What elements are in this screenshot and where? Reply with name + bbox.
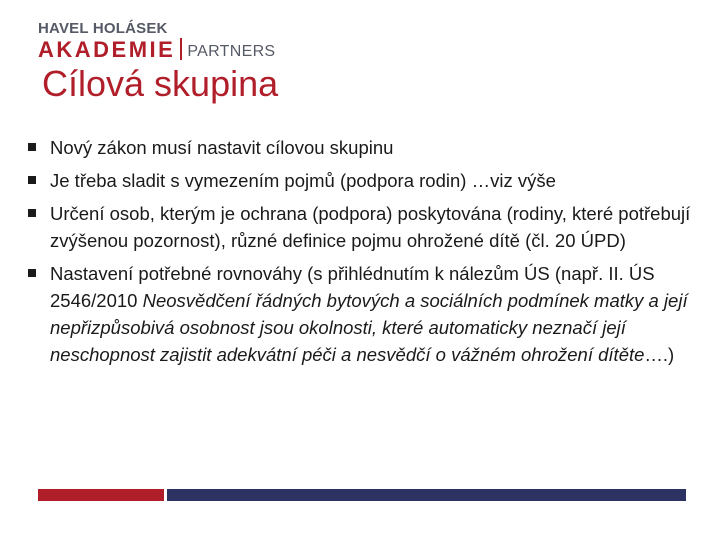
bullet-list — [24, 134, 694, 374]
logo-akademie-text: AKADEMIE — [38, 37, 176, 62]
square-bullet-icon — [28, 176, 36, 184]
logo-divider — [180, 38, 182, 60]
bullet-item — [24, 134, 694, 161]
logo-top-text: HAVEL HOLÁSEK — [38, 20, 168, 37]
bullet-item — [24, 200, 694, 254]
square-bullet-icon — [28, 209, 36, 217]
company-logo — [38, 20, 275, 61]
square-bullet-icon — [28, 143, 36, 151]
bullet-tail-text: ….) — [644, 344, 675, 365]
footer-bar — [38, 489, 686, 501]
bullet-item — [24, 167, 694, 194]
bullet-text: Nastavení potřebné rovnováhy (s přihlédnutím k nálezům ÚS (např. II. ÚS 2546/2010 — [50, 263, 655, 311]
slide-title: Cílová skupina — [42, 63, 279, 104]
logo-row — [38, 38, 275, 61]
bullet-text: Nový zákon musí nastavit cílovou skupinu — [50, 137, 394, 158]
bullet-item — [24, 260, 694, 368]
bullet-text: Určení osob, kterým je ochrana (podpora) poskytována (rodiny, které potřebují zvýšenou pozornost), různé definice pojmu ohrožené dítě (čl. 20 ÚPD) — [50, 203, 691, 251]
logo-partners-text: PARTNERS — [187, 43, 276, 60]
square-bullet-icon — [28, 269, 36, 277]
footer-bar-navy — [167, 489, 686, 501]
bullet-italic-text: Neosvědčení řádných bytových a sociálních podmínek matky a její nepřizpůsobivá osobnost jsou okolnosti, které automaticky neznačí její neschopnost zajistit adekvátní péči a nesvědčí o vážném ohrožení dítěte — [50, 290, 688, 365]
footer-bar-red — [38, 489, 164, 501]
bullet-text: Je třeba sladit s vymezením pojmů (podpora rodin) …viz výše — [50, 170, 556, 191]
